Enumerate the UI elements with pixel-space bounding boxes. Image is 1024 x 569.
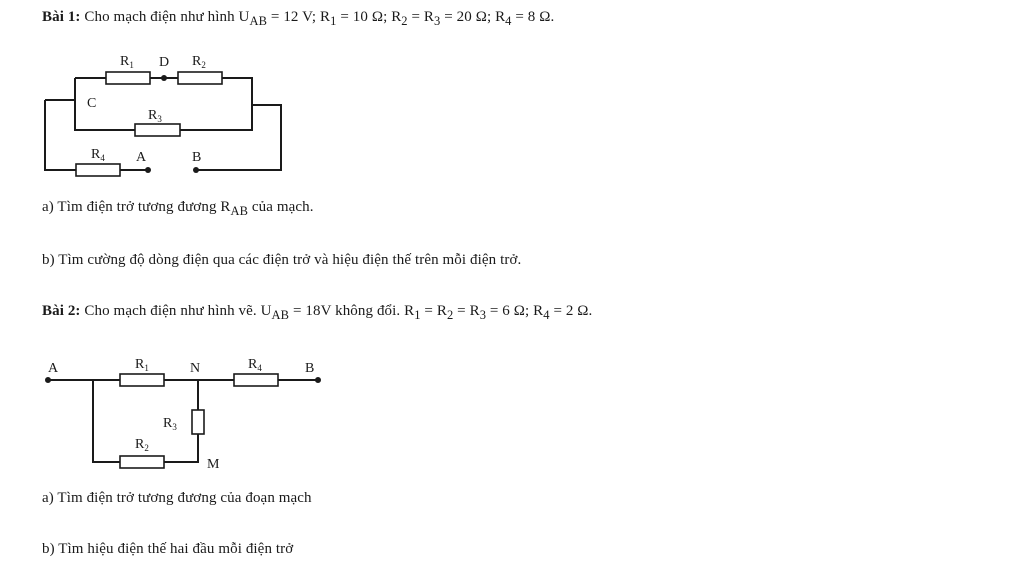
terminal-a-2 <box>45 377 51 383</box>
terminal-b-2 <box>315 377 321 383</box>
label-b-2: B <box>305 361 315 376</box>
problem2-question-a: a) Tìm điện trở tương đương của đoạn mạch <box>42 490 312 506</box>
label-r2: $R_2$ <box>192 54 206 70</box>
problem1-question-b: b) Tìm cường độ dòng điện qua các điện trở và hiệu điện thế trên mỗi điện trở. <box>42 252 522 268</box>
problem2-statement: Bài 2: Cho mạch điện như hình vẽ. $U_{AB} = 18V$ không đổi. $R_1 = R_2 = R_3 = 6$ Ω; $R_4 = 2$ Ω. <box>42 303 593 322</box>
problem1-question-a: a) Tìm điện trở tương đương $R_{AB}$ của mạch. <box>42 199 314 218</box>
problem2-label: Bài 2: <box>42 303 81 319</box>
label-a: A <box>136 150 147 165</box>
label-r4-2: $R_4$ <box>248 357 262 373</box>
problem2-question-b: b) Tìm hiệu điện thế hai đầu mỗi điện trở <box>42 541 294 557</box>
r2-resistor-2 <box>120 456 164 468</box>
r3-resistor-2 <box>192 410 204 434</box>
label-r3: $R_3$ <box>148 108 162 124</box>
problem1-statement: Bài 1: Cho mạch điện như hình $U_{AB} = 12$ V; $R_1 = 10$ Ω; $R_2 = R_3 = 20$ Ω; $R_4 = 8$ Ω. <box>42 9 555 28</box>
label-d: D <box>159 55 170 70</box>
label-c: C <box>87 96 97 111</box>
label-r4: $R_4$ <box>91 147 105 163</box>
r1-resistor-2 <box>120 374 164 386</box>
label-b: B <box>192 150 202 165</box>
label-r1-2: $R_1$ <box>135 357 149 373</box>
r4-resistor-2 <box>234 374 278 386</box>
label-r2-2: $R_2$ <box>135 437 149 453</box>
label-m: M <box>207 457 220 472</box>
label-n: N <box>190 361 201 376</box>
label-r3-2: $R_3$ <box>163 416 177 432</box>
problem1-label: Bài 1: <box>42 9 81 25</box>
label-r1: $R_1$ <box>120 54 134 70</box>
label-a-2: A <box>48 361 59 376</box>
